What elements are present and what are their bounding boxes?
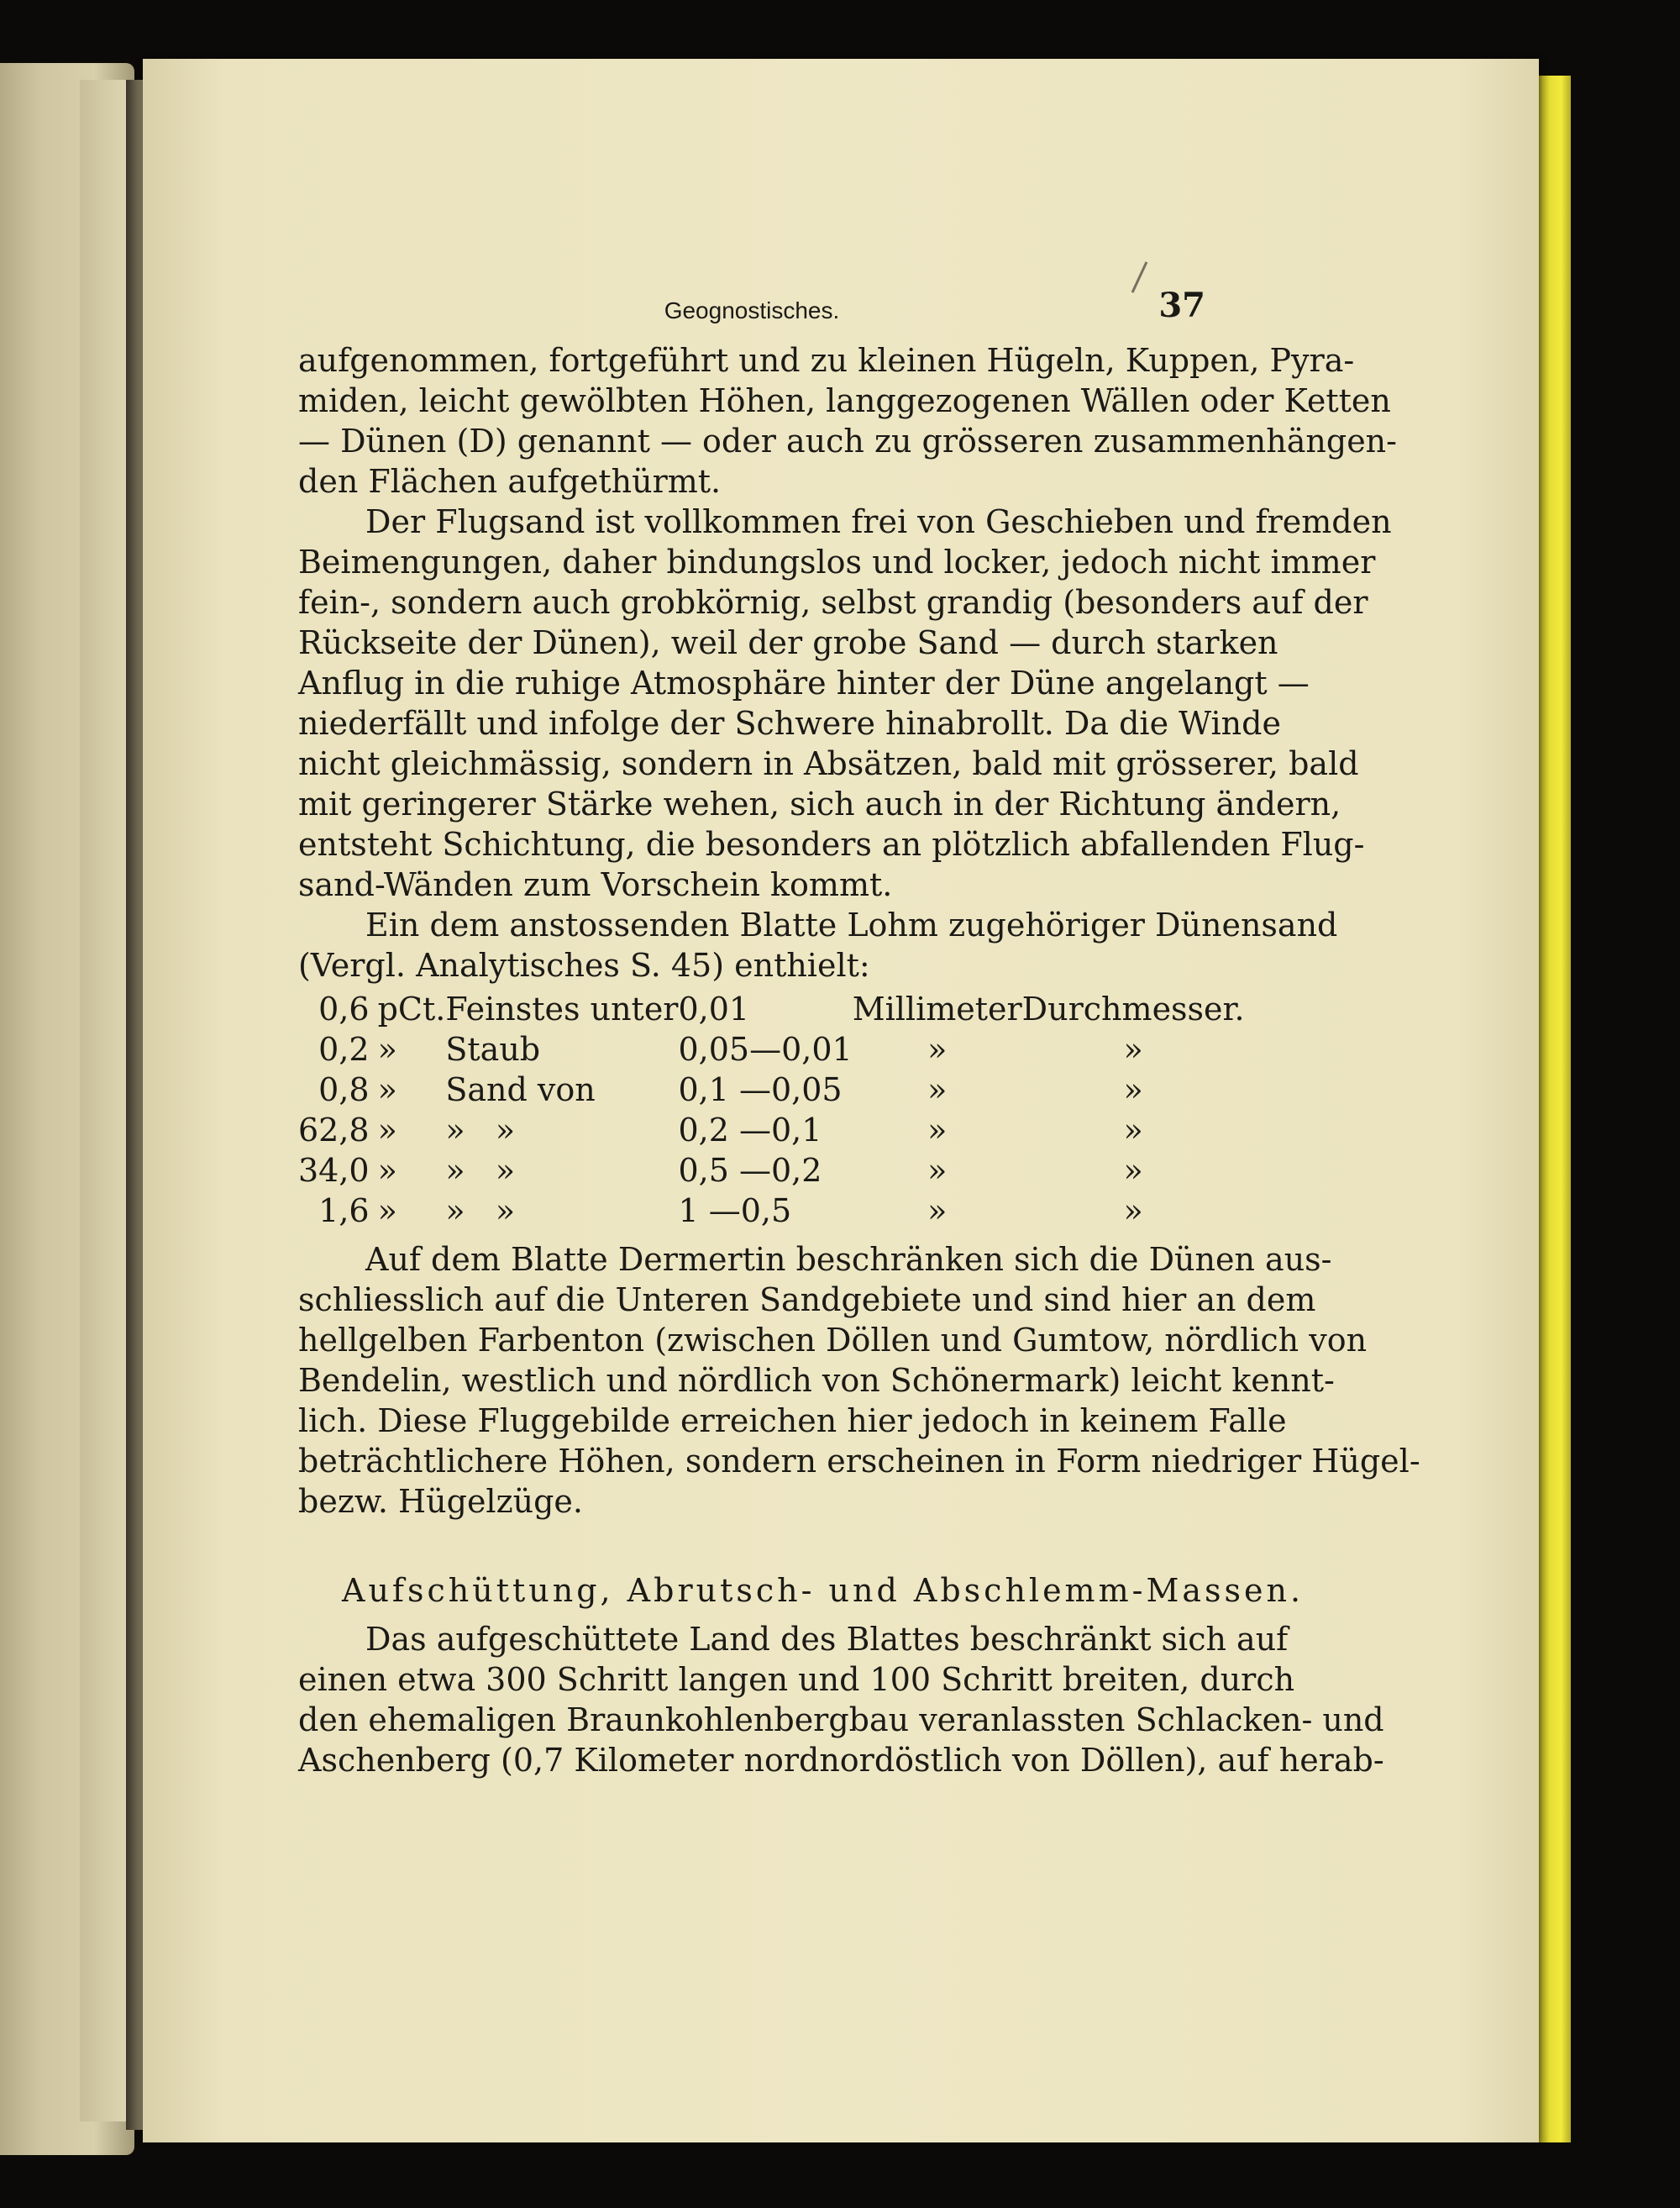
table-cell: 0,6 [318,991,370,1028]
grain-size-table [298,989,1245,1231]
table-row [298,1029,1245,1070]
table-cell: 1,6 [318,1192,370,1229]
table-cell: 0,8 [318,1071,370,1108]
table-cell: » [377,1192,397,1229]
page-body [298,340,1420,1780]
table-cell: » [927,1152,948,1189]
section-heading: Aufschüttung, Abrutsch- und Abschlemm-Massen. [342,1572,1305,1609]
text-line: mit geringerer Stärke wehen, sich auch in der Richtung ändern, [298,786,1341,823]
text-line: nicht gleichmässig, sondern in Absätzen, bald mit grösserer, bald [298,745,1359,782]
paragraph-2 [298,502,1392,905]
table-cell: » » [445,1192,516,1229]
text-line: entsteht Schichtung, die besonders an plötzlich abfallenden Flug- [298,826,1365,863]
page-number: 37 [1158,286,1205,325]
table-cell: 0,2 —0,1 [678,1112,822,1149]
table-cell: » [1123,1152,1143,1189]
table-row [298,1191,1245,1231]
table-cell: » [927,1192,948,1229]
table-cell: » [1123,1071,1143,1108]
text-line: einen etwa 300 Schritt langen und 100 Schritt breiten, durch [298,1661,1295,1698]
left-page-margin [80,80,126,2121]
text-line: Bendelin, westlich und nördlich von Schönermark) leicht kennt- [298,1362,1335,1399]
page-header [298,286,1205,328]
table-cell: » [377,1071,397,1108]
table-row [298,1150,1245,1191]
text-line: niederfällt und infolge der Schwere hinabrollt. Da die Winde [298,705,1281,742]
text-line: Ein dem anstossenden Blatte Lohm zugehöriger Dünensand [365,907,1338,944]
text-line: fein-, sondern auch grobkörnig, selbst grandig (besonders auf der [298,584,1368,621]
paragraph-1 [298,340,1397,502]
paragraph-5 [298,1619,1384,1780]
table-cell: » [927,1031,948,1068]
table-cell: » [1123,1031,1143,1068]
table-cell: 0,05—0,01 [678,1031,853,1068]
table-cell: Feinstes unter [445,991,679,1028]
text-line: Der Flugsand ist vollkommen frei von Geschieben und fremden [365,503,1392,540]
table-cell: Sand von [445,1071,596,1108]
table-cell: » [377,1152,397,1189]
table-cell: » » [445,1112,516,1149]
table-cell: Durchmesser. [1021,991,1245,1028]
text-line: aufgenommen, fortgeführt und zu kleinen Hügeln, Kuppen, Pyra- [298,342,1355,379]
text-line: Rückseite der Dünen), weil der grobe Sand — durch starken [298,624,1278,661]
table-cell: 1 —0,5 [678,1192,792,1229]
table-cell: 34,0 [298,1152,370,1189]
table-cell: 0,5 —0,2 [678,1152,822,1189]
table-cell: » [1123,1192,1143,1229]
table-cell: » [377,1112,397,1149]
text-line: sand-Wänden zum Vorschein kommt. [298,866,893,903]
table-cell: Staub [445,1031,541,1068]
text-line: schliesslich auf die Unteren Sandgebiete und sind hier an dem [298,1281,1316,1318]
text-line: miden, leicht gewölbten Höhen, langgezogenen Wällen oder Ketten [298,382,1391,419]
table-cell: 0,2 [318,1031,370,1068]
table-row [298,989,1245,1029]
table-cell: 0,1 —0,05 [678,1071,843,1108]
text-line: Anflug in die ruhige Atmosphäre hinter der Düne angelangt — [298,665,1310,702]
table-cell: » [377,1031,397,1068]
text-line: Beimengungen, daher bindungslos und locker, jedoch nicht immer [298,544,1376,581]
paragraph-3 [298,905,1338,986]
text-line: Auf dem Blatte Dermertin beschränken sich die Dünen aus- [365,1241,1332,1278]
text-line: beträchtlichere Höhen, sondern erscheinen in Form niedriger Hügel- [298,1443,1420,1480]
table-cell: » [927,1071,948,1108]
page-stack-edge [1539,76,1571,2142]
running-head: Geognostisches. [664,297,840,323]
text-line: bezw. Hügelzüge. [298,1483,583,1520]
text-line: den Flächen aufgethürmt. [298,463,722,500]
text-line: — Dünen (D) genannt — oder auch zu grösseren zusammenhängen- [298,423,1397,460]
table-cell: Millimeter [852,991,1022,1028]
table-cell: pCt. [377,991,446,1028]
table-cell: 0,01 [678,991,750,1028]
paragraph-4 [298,1239,1420,1522]
table-row [298,1110,1245,1150]
text-line: lich. Diese Fluggebilde erreichen hier jedoch in keinem Falle [298,1402,1287,1439]
table-cell: » » [445,1152,516,1189]
table-cell: » [1123,1112,1143,1149]
table-row [298,1070,1245,1110]
text-line: hellgelben Farbenton (zwischen Döllen und Gumtow, nördlich von [298,1322,1368,1359]
text-line: (Vergl. Analytisches S. 45) enthielt: [298,947,870,984]
table-cell: » [927,1112,948,1149]
table-cell: 62,8 [298,1112,370,1149]
text-line: Das aufgeschüttete Land des Blattes beschränkt sich auf [365,1621,1289,1658]
text-line: den ehemaligen Braunkohlenbergbau veranlassten Schlacken- und [298,1701,1384,1738]
text-line: Aschenberg (0,7 Kilometer nordnordöstlich von Döllen), auf herab- [298,1742,1384,1779]
